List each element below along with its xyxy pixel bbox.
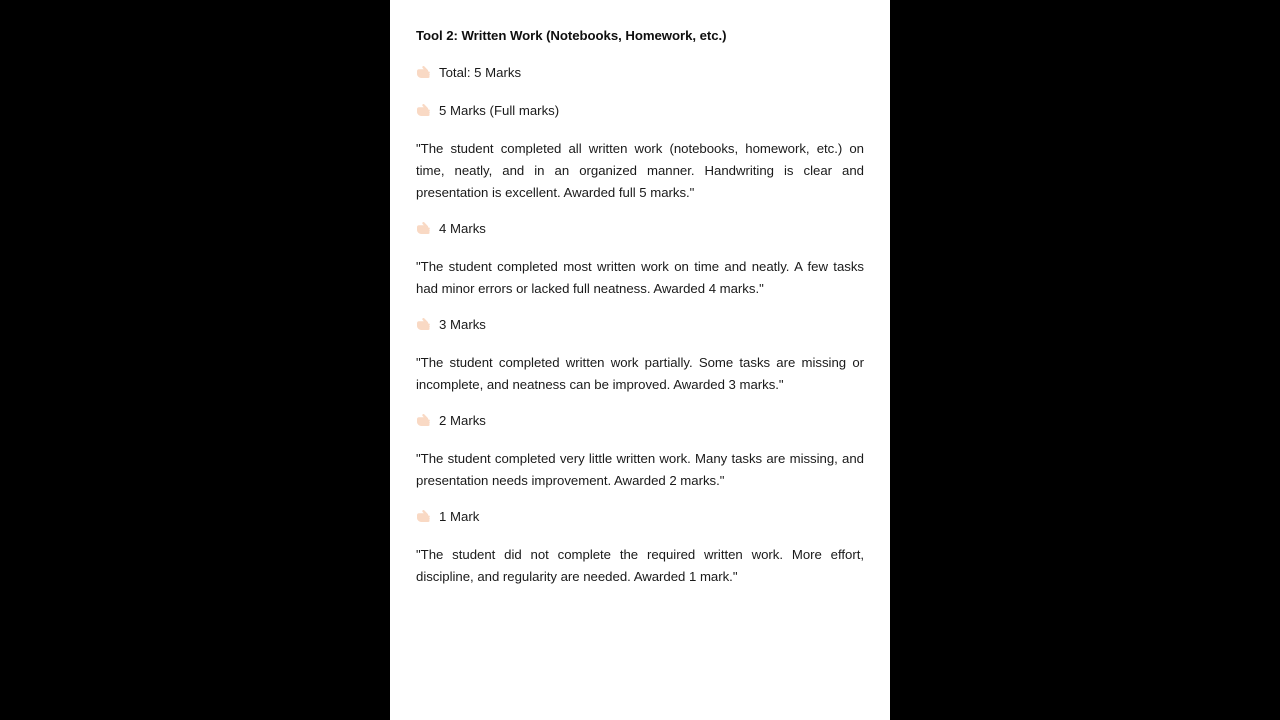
list-item-label: 4 Marks <box>439 221 486 236</box>
list-item-label: 1 Mark <box>439 509 480 524</box>
pointing-right-hand-icon <box>416 221 433 236</box>
criteria-paragraph: "The student did not complete the required written work. More effort, discipline, and regularity are needed. Awarded 1 mark." <box>416 547 864 584</box>
page-title: Tool 2: Written Work (Notebooks, Homework, etc.) <box>416 28 727 43</box>
list-item <box>416 410 864 432</box>
criteria-paragraph: "The student completed all written work (notebooks, homework, etc.) on time, neatly, and in an organized manner. Handwriting is clear and presentation is excellent. Awarded full 5 marks." <box>416 141 864 200</box>
list-item-label: 3 Marks <box>439 317 486 332</box>
list-item-label: 2 Marks <box>439 413 486 428</box>
list-item-label: 5 Marks (Full marks) <box>439 103 560 118</box>
pointing-right-hand-icon <box>416 413 433 428</box>
document-body <box>416 26 864 588</box>
pointing-right-hand-icon <box>416 317 433 332</box>
criteria-paragraph: "The student completed written work partially. Some tasks are missing or incomplete, and neatness can be improved. Awarded 3 marks." <box>416 355 864 392</box>
pointing-right-hand-icon <box>416 65 433 80</box>
list-item <box>416 218 864 240</box>
list-item <box>416 506 864 528</box>
criteria-paragraph: "The student completed most written work on time and neatly. A few tasks had minor errors or lacked full neatness. Awarded 4 marks." <box>416 259 864 296</box>
document-page <box>390 0 890 720</box>
letterbox-bar-right <box>890 0 1280 720</box>
list-item-label: Total: 5 Marks <box>439 65 522 80</box>
criteria-paragraph: "The student completed very little written work. Many tasks are missing, and presentation needs improvement. Awarded 2 marks." <box>416 451 864 488</box>
list-item <box>416 314 864 336</box>
list-item <box>416 62 864 84</box>
list-item <box>416 100 864 122</box>
pointing-right-hand-icon <box>416 103 433 118</box>
pointing-right-hand-icon <box>416 509 433 524</box>
letterbox-bar-left <box>0 0 390 720</box>
